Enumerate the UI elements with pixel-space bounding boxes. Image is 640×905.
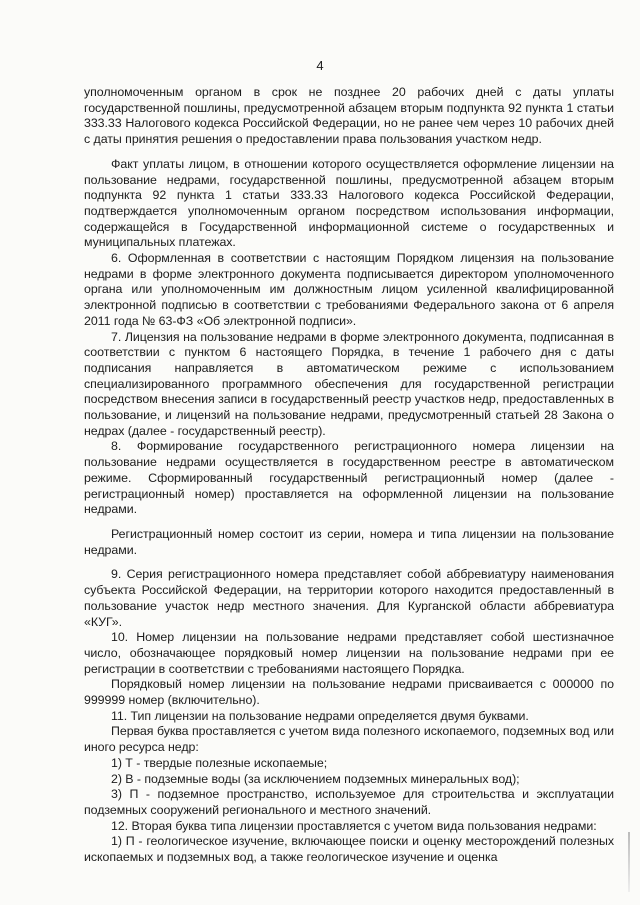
list-item-underground-space: 3) П - подземное пространство, используемое для строительства и эксплуатации подземных сооружений регионального и местного значений. [84, 787, 614, 817]
document-body [84, 85, 614, 866]
paragraph-fee-payment: Факт уплаты лицом, в отношении которого осуществляется оформление лицензии на пользование недрами, государственной пошлины, предусмотренной абзацем вторым подпункта 92 пункта 1 статьи 333.33 Налогового кодекса Российской Федерации, подтверждается уполномоченным органом посредством использования информации, содержащейся в Государственной информационной системе о государственных и муниципальных платежах. [84, 156, 614, 250]
paragraph-item-9: 9. Серия регистрационного номера представляет собой аббревиатуру наименования субъекта Российской Федерации, на территории которого находится предоставленный в пользование участок недр местного значения. Для Курганской области аббревиатура «КУГ». [84, 567, 614, 629]
paragraph-first-letter: Первая буква проставляется с учетом вида полезного ископаемого, подземных вод или иного ресурса недр: [84, 724, 614, 755]
paragraph-item-11: 11. Тип лицензии на пользование недрами определяется двумя буквами. [111, 708, 529, 723]
paragraph-continuation: уполномоченным органом в срок не позднее 20 рабочих дней с даты уплаты государственной пошлины, предусмотренной абзацем вторым подпункта 92 пункта 1 статьи 333.33 Налогового кодекса Российской Федерации, но не ранее чем через 10 рабочих дней с даты принятия решения о предоставлении права пользования участком недр. [84, 85, 614, 147]
paragraph-item-10: 10. Номер лицензии на пользование недрами представляет собой шестизначное число, обозначающее порядковый номер лицензии на пользование недрами при ее регистрации в соответствии с требованиями настоящего Порядка. [84, 630, 614, 676]
list-item-groundwater: 2) В - подземные воды (за исключением подземных минеральных вод); [111, 771, 520, 786]
list-item-geological-study: 1) П - геологическое изучение, включающее поиски и оценку месторождений полезных ископаемых и подземных вод, а также геологическое изучение и оценка [84, 834, 614, 865]
paragraph-registration-number: Регистрационный номер состоит из серии, номера и типа лицензии на пользование недрами. [84, 526, 614, 557]
paragraph-item-6: 6. Оформленная в соответствии с настоящим Порядком лицензия на пользование недрами в форме электронного документа подписывается директором уполномоченного органа или уполномоченным им должностным лицом усиленной квалифицированной электронной подписью в соответствии с требованиями Федерального закона от 6 апреля 2011 года № 63-ФЗ «Об электронной подписи». [84, 251, 614, 328]
paragraph-sequence-number: Порядковый номер лицензии на пользование недрами присваивается с 000000 по 999999 номер (включительно). [84, 677, 614, 708]
paragraph-item-8: 8. Формирование государственного регистрационного номера лицензии на пользование недрами осуществляется в государственном реестре в автоматическом режиме. Сформированный государственный регистрационный номер (далее - регистрационный номер) проставляется на оформленной лицензии на пользование недрами. [84, 439, 614, 517]
paragraph-item-12: 12. Вторая буква типа лицензии проставляется с учетом вида пользования недрами: [111, 818, 597, 833]
paragraph-item-7: 7. Лицензия на пользование недрами в форме электронного документа, подписанная в соответствии с пунктом 6 настоящего Порядка, в течение 1 рабочего дня с даты подписания направляется в автоматическом режиме с использованием специализированного программного обеспечения для государственной регистрации посредством внесения записи в государственный реестр участков недр, предоставленных в пользование, и лицензий на пользование недрами, предусмотренный статьей 28 Закона о недрах (далее - государственный реестр). [84, 329, 614, 438]
page-number: 4 [316, 58, 324, 73]
list-item-solid-minerals: 1) Т - твердые полезные ископаемые; [111, 755, 328, 770]
scan-edge-mark [628, 832, 630, 892]
